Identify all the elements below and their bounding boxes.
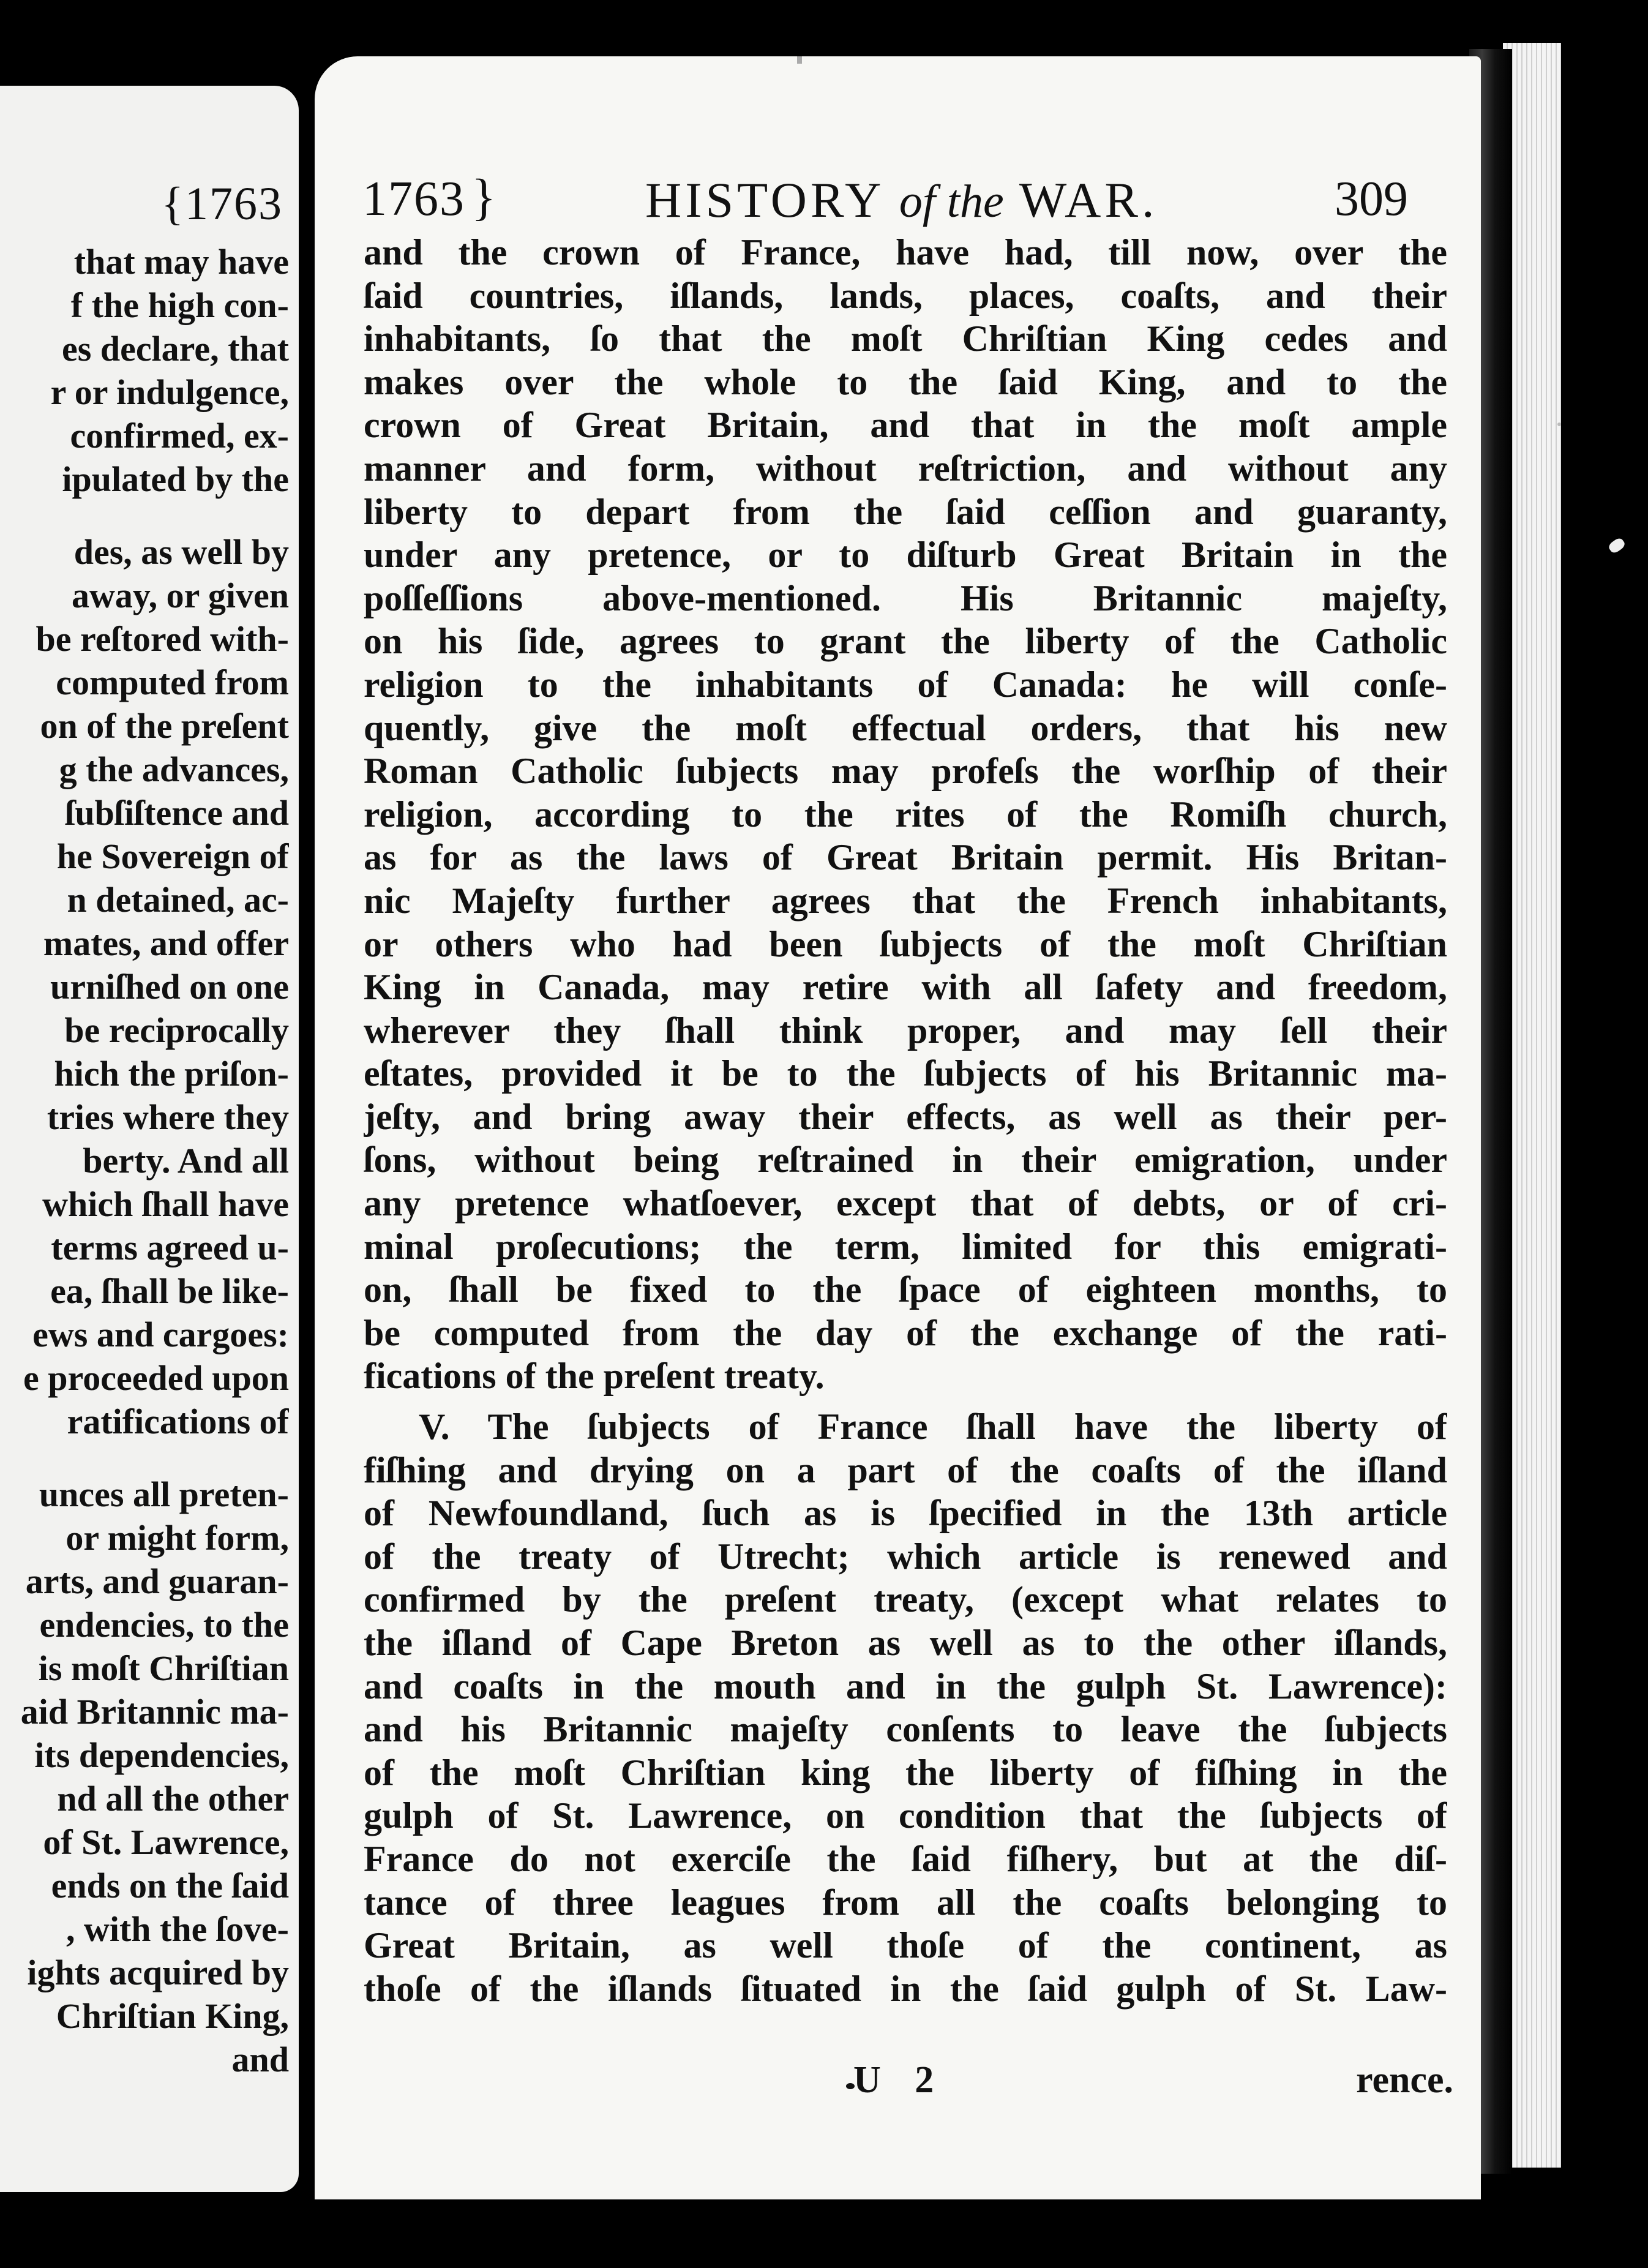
text-line: jeſty, and bring away their effects, as well as their per- [364,1096,1447,1137]
text-line: hich the priſon- [54,1054,289,1094]
header-title-part1: HISTORY [645,172,883,228]
text-line: makes over the whole to the ſaid King, and to the [364,361,1447,402]
text-line: be reſtored with- [36,619,289,659]
current-page [315,56,1481,2199]
text-line: g the advances, [59,749,289,789]
text-line: arts, and guaran- [25,1561,289,1601]
text-line: poſſeſſions above-mentioned. His Britannic majeſty, [364,577,1447,618]
header-title-italic: of the [899,176,1004,227]
text-line: be computed from the day of the exchange of the rati- [364,1312,1447,1353]
scan-speck [1557,422,1561,426]
text-line: King in Canada, may retire with all ſafety and freedom, [364,967,1447,1008]
text-line: thoſe of the iſlands ſituated in the ſaid gulph of St. Law- [364,1968,1447,2009]
previous-page [0,86,299,2192]
header-year: 1763 [362,172,465,226]
text-line: on of the preſent [40,706,289,746]
text-line: f the high con- [70,285,289,325]
text-line: nd all the other [57,1779,289,1819]
text-line: wherever they ſhall think proper, and may ſell their [364,1010,1447,1051]
text-line: computed from [56,663,289,702]
text-line: away, or given [72,576,289,615]
text-line: fiſhing and drying on a part of the coaſts of the iſland [364,1449,1447,1490]
text-line: under any pretence, or to diſturb Great Britain in the [364,535,1447,576]
text-line: of Newfoundland, ſuch as is ſpecified in the 13th article [364,1493,1447,1534]
text-line: minal proſecutions; the term, limited for this emigrati- [364,1226,1447,1267]
text-line: Great Britain, as well thoſe of the continent, as [364,1925,1447,1966]
text-line: or might form, [66,1518,289,1558]
text-line: quently, give the moſt effectual orders, that his new [364,707,1447,748]
text-line: ends on the ſaid [51,1866,289,1906]
previous-page-header: {1763 [161,178,283,230]
text-line: or others who had been ſubjects of the moſt Chriſtian [364,923,1447,964]
page-number: 309 [1335,172,1408,226]
text-line: confirmed, ex- [70,416,289,456]
text-line: urniſhed on one [50,967,289,1007]
page-body [364,231,1447,2010]
text-line: and the crown of France, have had, till now, over the [364,232,1447,272]
text-line: any pretence whatſoever, except that of debts, or of cri- [364,1183,1447,1224]
text-line: crown of Great Britain, and that in the moſt ample [364,405,1447,446]
text-line: liberty to depart from the ſaid ceſſion and guaranty, [364,491,1447,532]
text-line: ipulated by the [62,459,289,499]
text-line: that may have [73,242,289,282]
page-footer [364,2059,1453,2114]
scan-speck [797,56,802,64]
header-brace: } [471,169,496,226]
header-title-part2: WAR. [1019,172,1158,228]
text-line: V. The ſubjects of France ſhall have the liberty of [419,1406,1447,1448]
text-line: on, ſhall be fixed to the ſpace of eighteen months, to [364,1269,1447,1310]
text-line: of the treaty of Utrecht; which article is renewed and [364,1536,1447,1577]
previous-page-text [0,240,289,2081]
text-line: religion to the inhabitants of Canada: he will conſe- [364,664,1447,705]
text-line: berty. And all [83,1141,289,1181]
text-line: of the moſt Chriſtian king the liberty of fiſhing in the [364,1752,1447,1793]
text-line: r or indulgence, [50,372,289,412]
text-line: be reciprocally [64,1010,289,1050]
text-line: and his Britannic majeſty conſents to leave the ſubjects [364,1709,1447,1750]
text-line: endencies, to the [39,1605,289,1645]
text-line: fications of the preſent treaty. [364,1356,825,1397]
signature-mark-text: U 2 [853,2059,946,2101]
text-line: of St. Lawrence, [43,1822,289,1862]
catchword: rence. [1356,2059,1453,2101]
text-line: ea, ſhall be like- [50,1271,289,1311]
text-line: ſons, without being reſtrained in their emigration, under [364,1140,1447,1181]
text-line: manner and form, without reſtriction, and without any [364,448,1447,489]
running-head [362,171,1477,239]
text-line: mates, and offer [43,923,289,963]
text-line: nic Majeſty further agrees that the French inhabitants, [364,880,1447,921]
header-title [645,171,1158,229]
text-line: he Sovereign of [56,836,289,876]
text-line: ſaid countries, iſlands, lands, places, coaſts, and their [364,275,1447,316]
text-line: and coaſts in the mouth and in the gulph St. Lawrence): [364,1665,1447,1707]
text-line: des, as well by [73,532,289,572]
text-line: ews and cargoes: [32,1315,289,1354]
text-line: which ſhall have [42,1184,289,1224]
text-line: its dependencies, [34,1735,289,1775]
text-line: on his ſide, agrees to grant the liberty of the Catholic [364,621,1447,662]
text-line: ſubſiſtence and [65,793,289,833]
text-line: aid Britannic ma- [20,1692,289,1732]
text-line: religion, according to the rites of the Romiſh church, [364,794,1447,835]
text-line: e proceeded upon [23,1358,289,1398]
text-line: tance of three leagues from all the coaſts belonging to [364,1882,1447,1923]
text-line: ratifications of [67,1402,289,1441]
text-line: as for as the laws of Great Britain permit. His Britan- [364,837,1447,878]
text-line: Chriſtian King, [56,1996,289,2036]
text-line: and [231,2040,289,2079]
text-line: gulph of St. Lawrence, on condition that the ſubjects of [364,1795,1447,1836]
scan-speck [1607,536,1627,555]
text-line: is moſt Chriſtian [38,1648,289,1688]
text-line: ights acquired by [27,1953,289,1992]
text-line: inhabitants, ſo that the moſt Chriſtian King cedes and [364,318,1447,359]
text-line: tries where they [47,1097,289,1137]
text-line: , with the ſove- [66,1909,289,1949]
text-line: confirmed by the preſent treaty, (except what relates to [364,1579,1447,1620]
text-line: Roman Catholic ſubjects may profeſs the worſhip of their [364,751,1447,792]
text-line: unces all preten- [39,1474,289,1514]
text-line: terms agreed u- [51,1228,289,1267]
text-line: n detained, ac- [67,880,289,920]
text-line: the iſland of Cape Breton as well as to the other iſlands, [364,1623,1447,1663]
text-line: es declare, that [62,329,289,369]
text-line: France do not exerciſe the ſaid fiſhery, but at the diſ- [364,1838,1447,1879]
text-line: eſtates, provided it be to the ſubjects of his Britannic ma- [364,1053,1447,1094]
